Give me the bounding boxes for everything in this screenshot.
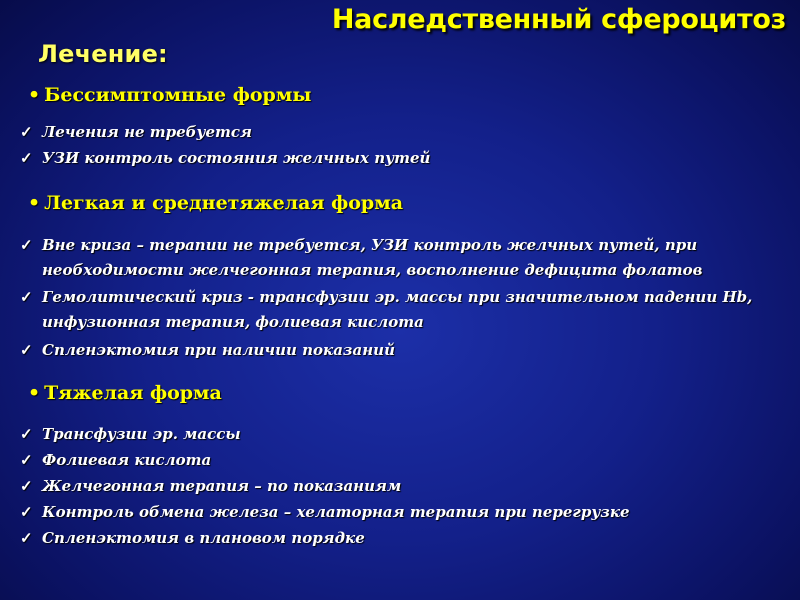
list-item: ✓ Спленэктомия в плановом порядке [20,526,795,551]
list-item: ✓ Спленэктомия при наличии показаний [20,338,795,363]
slide-title: Наследственный сфероцитоз [331,4,786,35]
bullet-icon: • [28,192,41,214]
list-item: ✓ Гемолитический криз - трансфузии эр. массы при значительном падении Hb, инфузионная терапия, фолиевая кислота [20,285,795,335]
list-item: ✓ Контроль обмена железа – хелаторная терапия при перегрузке [20,500,795,525]
bullet-icon: • [28,382,41,404]
checkmark-icon: ✓ [20,149,33,167]
checkmark-icon: ✓ [20,123,33,141]
list-item: ✓ Фолиевая кислота [20,448,795,473]
list-item: ✓ УЗИ контроль состояния желчных путей [20,146,795,171]
list-item: ✓ Лечения не требуется [20,120,795,145]
checkmark-icon: ✓ [20,341,33,359]
section-heading-severe: • Тяжелая форма [28,382,222,404]
list-item: ✓ Трансфузии эр. массы [20,422,795,447]
checkmark-icon: ✓ [20,477,33,495]
checkmark-icon: ✓ [20,503,33,521]
section-heading-mild-moderate: • Легкая и среднетяжелая форма [28,192,404,214]
list-item: ✓ Вне криза – терапии не требуется, УЗИ контроль желчных путей, при необходимости желчегонная терапия, восполнение дефицита фолатов [20,233,795,283]
checkmark-icon: ✓ [20,529,33,547]
section-heading-asymptomatic: • Бессимптомные формы [28,84,312,106]
checkmark-icon: ✓ [20,288,33,306]
bullet-icon: • [28,84,41,106]
checkmark-icon: ✓ [20,425,33,443]
list-item: ✓ Желчегонная терапия – по показаниям [20,474,795,499]
checkmark-icon: ✓ [20,236,33,254]
checkmark-icon: ✓ [20,451,33,469]
slide-subtitle: Лечение: [38,40,168,68]
